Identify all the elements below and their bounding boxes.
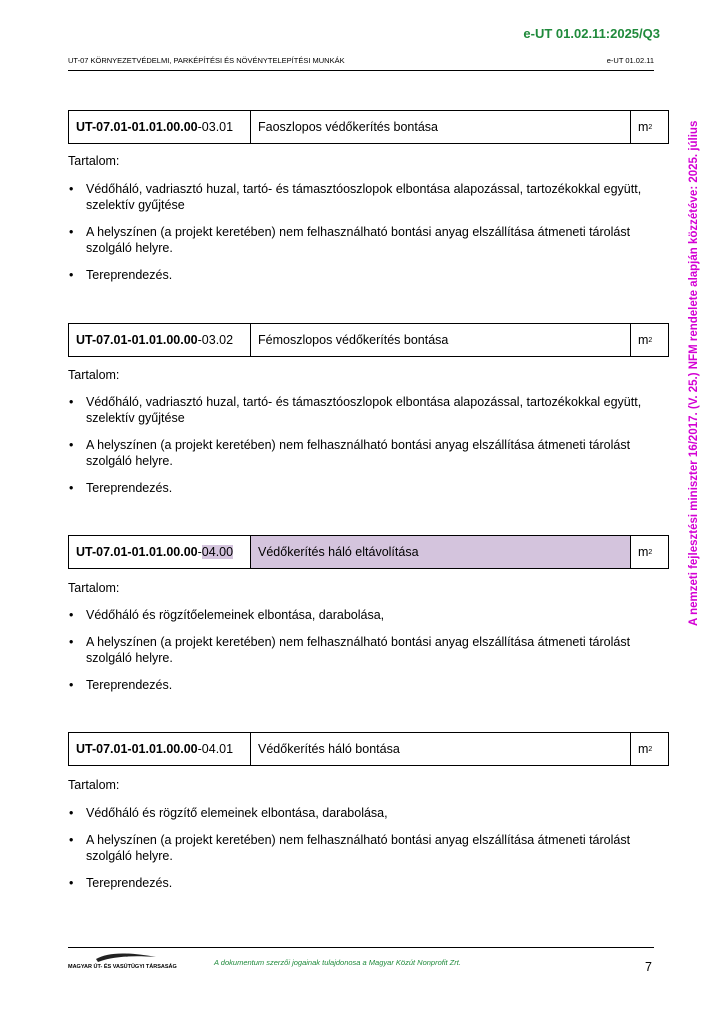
content-label: Tartalom: — [68, 581, 120, 595]
list-item: • Védőháló, vadriasztó huzal, tartó- és támasztóoszlopok elbontása alapozással, tartozékokkal együtt, szelektív gyűjtése — [68, 181, 648, 213]
item-code: UT-07.01-01.01.00.00 -03.02 — [69, 324, 251, 356]
list-item: • Tereprendezés. — [68, 875, 648, 891]
item-table — [68, 110, 669, 144]
list-item: • A helyszínen (a projekt keretében) nem felhasználható bontási anyag elszállítása átmeneti tárolást szolgáló helyre. — [68, 224, 648, 256]
content-label: Tartalom: — [68, 778, 120, 792]
header-divider — [68, 70, 654, 71]
footer-divider — [68, 947, 654, 948]
list-item: • Védőháló és rögzítőelemeinek elbontása, darabolása, — [68, 607, 648, 623]
item-description: Fémoszlopos védőkerítés bontása — [251, 324, 631, 356]
list-item: • Tereprendezés. — [68, 677, 648, 693]
list-item: • Védőháló, vadriasztó huzal, tartó- és támasztóoszlopok elbontása alapozással, tartozékokkal együtt, szelektív gyűjtése — [68, 394, 648, 426]
list-item: • Tereprendezés. — [68, 480, 648, 496]
item-description: Védőkerítés háló eltávolítása — [251, 536, 631, 568]
header-doc-code: e-UT 01.02.11 — [606, 56, 654, 65]
list-item: • A helyszínen (a projekt keretében) nem felhasználható bontási anyag elszállítása átmeneti tárolást szolgáló helyre. — [68, 832, 648, 864]
item-unit: m 2 — [638, 742, 653, 756]
content-list — [68, 181, 648, 294]
content-list — [68, 394, 648, 507]
item-description: Faoszlopos védőkerítés bontása — [251, 111, 631, 143]
list-item: • A helyszínen (a projekt keretében) nem felhasználható bontási anyag elszállítása átmeneti tárolást szolgáló helyre. — [68, 634, 648, 666]
item-table — [68, 323, 669, 357]
running-header — [68, 56, 654, 65]
item-table — [68, 535, 669, 569]
item-unit: m 2 — [638, 333, 653, 347]
item-unit: m 2 — [638, 545, 653, 559]
page-number: 7 — [645, 960, 652, 974]
item-description: Védőkerítés háló bontása — [251, 733, 631, 765]
item-code: UT-07.01-01.01.00.00 -04.01 — [69, 733, 251, 765]
item-table — [68, 732, 669, 766]
content-list — [68, 607, 648, 704]
content-label: Tartalom: — [68, 368, 120, 382]
content-label: Tartalom: — [68, 154, 120, 168]
document-code: e-UT 01.02.11:2025/Q3 — [523, 26, 660, 41]
section-title: UT-07 KÖRNYEZETVÉDELMI, PARKÉPÍTÉSI ÉS NÖVÉNYTELEPÍTÉSI MUNKÁK — [68, 56, 345, 65]
organization-name: MAGYAR ÚT- ÉS VASÚTÜGYI TÁRSASÁG — [68, 964, 177, 970]
content-list — [68, 805, 648, 902]
item-code: UT-07.01-01.01.00.00 -03.01 — [69, 111, 251, 143]
highlighted-code-suffix: 04.00 — [201, 545, 234, 559]
list-item: • Tereprendezés. — [68, 267, 648, 283]
publication-note: A nemzeti fejlesztési miniszter 16/2017. (V. 25.) NFM rendelete alapján közzétéve: 2025. július — [688, 120, 700, 626]
list-item: • A helyszínen (a projekt keretében) nem felhasználható bontási anyag elszállítása átmeneti tárolást szolgáló helyre. — [68, 437, 648, 469]
item-unit: m 2 — [638, 120, 653, 134]
item-code: UT-07.01-01.01.00.00 - 04.00 — [69, 536, 251, 568]
copyright-notice: A dokumentum szerzői jogainak tulajdonosa a Magyar Közút Nonprofit Zrt. — [214, 958, 461, 967]
list-item: • Védőháló és rögzítő elemeinek elbontása, darabolása, — [68, 805, 648, 821]
